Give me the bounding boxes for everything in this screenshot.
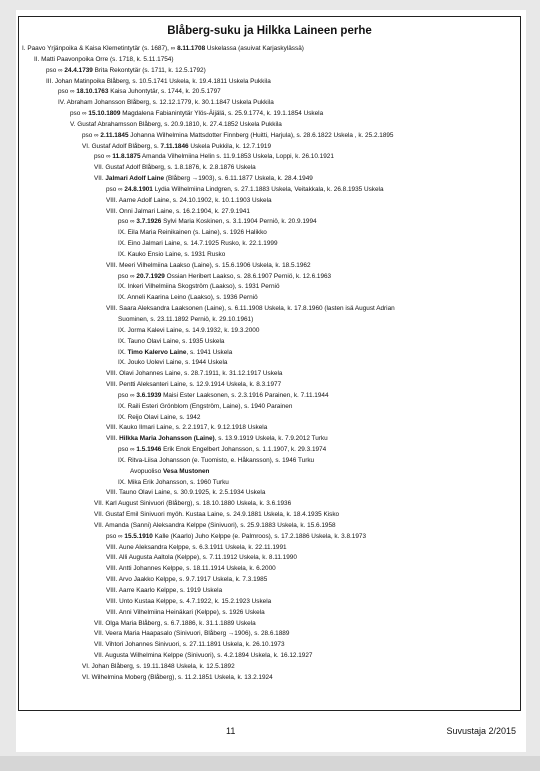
- line-text: V. Gustaf Abrahamsson Blåberg, s. 20.9.1810, k. 27.4.1852 Uskela Pukkila: [70, 120, 282, 128]
- line-rest-text: Kalle (Kaarlo) Juho Kelppe (e. Palmroos), s. 17.2.1886 Uskela, k. 3.8.1973: [152, 532, 366, 540]
- genealogy-line: [46, 66, 206, 76]
- line-rest-text: Lydia Wilhelmiina Lindgren, s. 27.1.1883 Uskela, Veitakkala, k. 26.8.1935 Uskela: [152, 185, 384, 193]
- line-text: VIII. Aune Aleksandra Kelppe, s. 6.3.1911 Uskela, k. 22.11.1991: [106, 543, 287, 551]
- genealogy-line: [106, 586, 222, 596]
- line-bold-text: 3.6.1939: [136, 391, 162, 399]
- publication-label: Suvustaja 2/2015: [446, 726, 516, 736]
- genealogy-line: [118, 456, 314, 466]
- line-text: IX. Inkeri Vilhelmiina Skogström (Laakso), s. 1931 Perniö: [118, 283, 280, 291]
- genealogy-line: [118, 293, 258, 303]
- line-text: VIII. Tauno Olavi Laine, s. 30.9.1925, k. 2.5.1934 Uskela: [106, 489, 266, 497]
- line-text: VII. Veera Maria Haapasalo (Sinivuori, Blåberg →1906), s. 28.6.1889: [94, 630, 290, 638]
- genealogy-line: [118, 445, 326, 455]
- genealogy-line: [106, 423, 267, 433]
- genealogy-line: [106, 543, 287, 553]
- genealogy-line: [106, 488, 265, 498]
- genealogy-line: [94, 640, 285, 650]
- line-text: Avopuoliso: [130, 467, 163, 475]
- line-bold-text: 1.5.1946: [136, 446, 162, 454]
- genealogy-line: [34, 55, 173, 65]
- line-rest-text: Johanna Wilhelmina Mattsdotter Finnberg (Huitti, Harjula), s. 28.6.1822 Uskela , k. 25.2.1895: [128, 131, 394, 139]
- line-text: VIII. Antti Johannes Kelppe, s. 18.11.1914 Uskela, k. 6.2000: [106, 565, 276, 573]
- line-rest-text: Ossian Heribert Laakso, s. 28.6.1907 Perniö, k. 12.6.1963: [164, 272, 332, 280]
- line-text: III. Johan Matinpoika Blåberg, s. 10.5.1741 Uskela, k. 19.4.1811 Uskela Pukkila: [46, 77, 271, 85]
- line-text: VI. Johan Blåberg, s. 19.11.1848 Uskela, k. 12.5.1892: [82, 662, 235, 670]
- genealogy-line: [46, 77, 271, 87]
- genealogy-line: [118, 315, 253, 325]
- page-number: 11: [226, 726, 236, 736]
- genealogy-line: [118, 358, 227, 368]
- line-text: pso ∞: [46, 66, 65, 74]
- line-text: II. Matti Paavonpoika Orre (s. 1718, k. 5.11.1754): [34, 55, 174, 63]
- line-text: IX.: [118, 348, 128, 356]
- line-text: VIII. Aarne Adolf Laine, s. 24.10.1902, k. 10.1.1903 Uskela: [106, 196, 272, 204]
- line-text: VII. Gustaf Emil Sinivuori myöh. Kustaa Laine, s. 24.9.1881 Uskela, k. 18.4.1935 Kisko: [94, 511, 340, 519]
- line-bold-text: Jalmari Adolf Laine: [105, 175, 165, 183]
- genealogy-line: [106, 434, 328, 444]
- line-text: VII. Olga Maria Blåberg, s. 6.7.1886, k. 31.1.1889 Uskela: [94, 619, 256, 627]
- genealogy-line: [58, 87, 221, 97]
- line-bold-text: Timo Kalervo Laine: [127, 348, 187, 356]
- genealogy-line: [70, 109, 323, 119]
- line-rest-text: Uskelassa (asuivat Karjaskylässä): [205, 45, 304, 52]
- genealogy-line: [118, 217, 317, 227]
- line-text: VIII. Anni Vilhelmiina Heinäkari (Kelppe), s. 1926 Uskela: [106, 608, 265, 616]
- line-text: VIII. Unto Kustaa Kelppe, s. 4.7.1922, k. 15.2.1923 Uskela: [106, 597, 272, 605]
- page-title: Blåberg-suku ja Hilkka Laineen perhe: [167, 25, 372, 37]
- genealogy-line: [106, 564, 276, 574]
- line-text: pso ∞: [118, 391, 137, 399]
- line-text: pso ∞: [106, 185, 125, 193]
- genealogy-line: [94, 499, 291, 509]
- line-text: VIII. Meeri Vilhelmiina Laakso (Laine), s. 15.6.1906 Uskela, k. 18.5.1962: [106, 261, 311, 269]
- line-bold-text: 18.10.1763: [76, 88, 109, 96]
- genealogy-line: [94, 629, 289, 639]
- line-bold-text: 20.7.1929: [136, 272, 165, 280]
- line-bold-text: 15.5.1910: [124, 532, 153, 540]
- genealogy-line: [106, 196, 272, 206]
- genealogy-line: [118, 348, 232, 358]
- line-text: VIII. Arvo Jaakko Kelppe, s. 9.7.1917 Uskela, k. 7.3.1985: [106, 576, 268, 584]
- genealogy-line: [82, 673, 273, 683]
- line-text: VII. Amanda (Sanni) Aleksandra Kelppe (Sinivuori), s. 25.9.1883 Uskela, k. 15.6.1958: [94, 521, 336, 529]
- genealogy-line: [106, 597, 271, 607]
- genealogy-line: [118, 228, 267, 238]
- genealogy-line: [82, 662, 235, 672]
- line-text: pso ∞: [118, 218, 137, 226]
- line-rest-text: Kaisa Juhontytär, s. 1744, k. 20.5.1797: [108, 88, 221, 96]
- line-bold-text: Vesa Mustonen: [162, 467, 210, 475]
- line-rest-text: Erik Enok Engelbert Johansson, s. 1.1.1907, k. 29.3.1974: [161, 446, 327, 454]
- genealogy-line: [118, 478, 229, 488]
- line-text: VII. Augusta Wilhelmina Kelppe (Sinivuori), s. 4.2.1894 Uskela, k. 16.12.1927: [94, 652, 313, 660]
- line-rest-text: Sylvi Maria Koskinen, s. 3.1.1904 Perniö, k. 20.9.1994: [161, 218, 317, 226]
- line-text: pso ∞: [106, 532, 125, 540]
- genealogy-line: [94, 174, 313, 184]
- genealogy-line: [106, 185, 384, 195]
- genealogy-line: [82, 142, 271, 152]
- line-text: I. Paavo Yrjänpoika & Kaisa Klemetintytär (s. 1687), ∞: [22, 45, 178, 52]
- genealogy-line: [106, 207, 250, 217]
- genealogy-line: [106, 608, 265, 618]
- genealogy-line: [130, 467, 209, 477]
- line-rest-text: , s. 1941 Uskela: [186, 348, 233, 356]
- line-rest-text: Amanda Vilhelmiina Helin s. 11.9.1853 Uskela, Loppi, k. 26.10.1921: [140, 153, 334, 161]
- genealogy-line: [118, 402, 292, 412]
- line-text: VI. Gustaf Adolf Blåberg, s.: [82, 142, 161, 150]
- line-text: VIII. Saara Aleksandra Laaksonen (Laine), s. 6.11.1908 Uskela, k. 17.8.1960 (lasten isä August Adrian: [106, 305, 395, 313]
- line-bold-text: 15.10.1809: [88, 110, 121, 118]
- line-bold-text: 2.11.1845: [100, 131, 129, 139]
- line-bold-text: 7.11.1846: [160, 142, 189, 150]
- line-bold-text: 24.4.1739: [64, 66, 93, 74]
- line-text: IX. Kauko Ensio Laine, s. 1931 Rusko: [118, 250, 226, 258]
- genealogy-line: [94, 510, 339, 520]
- genealogy-line: [94, 651, 312, 661]
- line-rest-text: Uskela Pukkila, k. 12.7.1919: [188, 142, 272, 150]
- line-rest-text: Maisi Ester Laaksonen, s. 2.3.1916 Parainen, k. 7.11.1944: [161, 391, 329, 399]
- line-text: IX. Reijo Olavi Laine, s. 1942: [118, 413, 201, 421]
- line-text: pso ∞: [82, 131, 101, 139]
- line-text: pso ∞: [58, 88, 77, 96]
- line-text: pso ∞: [94, 153, 113, 161]
- line-bold-text: 8.11.1708: [177, 45, 206, 52]
- genealogy-line: [106, 304, 395, 314]
- genealogy-line: [82, 131, 394, 141]
- line-text: IV. Abraham Johansson Blåberg, s. 12.12.1779, k. 30.1.1847 Uskela Pukkila: [58, 99, 274, 107]
- line-text: IX. Tauno Olavi Laine, s. 1935 Uskela: [118, 337, 225, 345]
- genealogy-line: [106, 261, 311, 271]
- line-text: VIII. Onni Jalmari Laine, s. 16.2.1904, k. 27.9.1941: [106, 207, 250, 215]
- genealogy-line: [58, 98, 274, 108]
- content-frame: [18, 16, 521, 711]
- line-text: IX. Jorma Kalevi Laine, s. 14.9.1932, k. 19.3.2000: [118, 326, 260, 334]
- genealogy-line: [118, 239, 278, 249]
- line-text: IX. Eino Jalmari Laine, s. 14.7.1925 Rusko, k. 22.1.1999: [118, 240, 278, 248]
- line-text: VIII. Olavi Johannes Laine, s. 28.7.1911, k. 31.12.1917 Uskela: [106, 370, 283, 378]
- line-text: VI. Wilhelmina Moberg (Blåberg), s. 11.2.1851 Uskela, k. 13.2.1924: [82, 673, 273, 681]
- line-rest-text: Magdalena Fabianintytär Ylös-Äijälä, s. 25.9.1774, k. 19.1.1854 Uskela: [120, 110, 324, 118]
- line-text: IX. Eila Maria Reinikainen (s. Laine), s. 1926 Halikko: [118, 229, 267, 237]
- genealogy-line: [118, 282, 280, 292]
- genealogy-line: [94, 521, 336, 531]
- line-rest-text: Brita Rekontytär (s. 1711, k. 12.5.1792): [92, 66, 206, 74]
- line-text: VII.: [94, 175, 106, 183]
- line-text: VII. Vihtori Johannes Sinivuori, s. 27.11.1891 Uskela, k. 26.10.1973: [94, 641, 285, 649]
- genealogy-line: [118, 337, 224, 347]
- genealogy-line: [118, 272, 331, 282]
- line-text: VIII. Kauko Ilmari Laine, s. 2.2.1917, k. 9.12.1918 Uskela: [106, 424, 268, 432]
- line-text: IX. Jouko Uolevi Laine, s. 1944 Uskela: [118, 359, 228, 367]
- line-text: VII. Karl August Sinivuori (Blåberg), s. 18.10.1880 Uskela, k. 3.6.1936: [94, 500, 292, 508]
- document-page: [16, 10, 526, 752]
- line-text: IX. Anneli Kaarina Leino (Laakso), s. 1936 Perniö: [118, 294, 258, 302]
- genealogy-line: [106, 380, 281, 390]
- genealogy-line: [106, 532, 366, 542]
- genealogy-line: [94, 152, 334, 162]
- line-text: VIII. Aarre Kaarlo Kelppe, s. 1919 Uskela: [106, 587, 223, 594]
- line-text: IX. Mika Erik Johansson, s. 1960 Turku: [118, 478, 229, 486]
- line-text: VII. Gustaf Adolf Blåberg, s. 1.8.1876, k. 2.8.1876 Uskela: [94, 164, 256, 172]
- genealogy-line: [94, 163, 256, 173]
- line-bold-text: Hilkka Maria Johansson (Laine): [119, 435, 215, 443]
- genealogy-line: [118, 326, 259, 336]
- line-text: pso ∞: [70, 110, 89, 118]
- line-text: IX. Raili Esteri Grönblom (Engström, Laine), s. 1940 Parainen: [118, 402, 293, 410]
- line-rest-text: (Blåberg →1903), s. 6.11.1877 Uskela, k. 28.4.1949: [164, 175, 313, 183]
- genealogy-line: [22, 44, 304, 54]
- line-rest-text: , s. 13.9.1919 Uskela, k. 7.9.2012 Turku: [214, 435, 328, 443]
- genealogy-line: [106, 369, 282, 379]
- line-text: VIII.: [106, 435, 120, 443]
- genealogy-line: [94, 619, 256, 629]
- line-text: pso ∞: [118, 446, 137, 454]
- line-bold-text: 24.8.1901: [124, 185, 153, 193]
- line-text: pso ∞: [118, 272, 137, 280]
- line-text: VIII. Pentti Aleksanteri Laine, s. 12.9.1914 Uskela, k. 8.3.1977: [106, 381, 282, 389]
- genealogy-line: [118, 413, 200, 423]
- line-text: Suominen, s. 23.11.1892 Perniö, k. 29.10.1961): [118, 316, 254, 323]
- genealogy-line: [106, 575, 267, 585]
- line-text: VIII. Alli Augusta Aaltola (Kelppe), s. 7.11.1912 Uskela, k. 8.11.1990: [106, 554, 297, 562]
- line-text: IX. Ritva-Liisa Johansson (e. Tuomisto, e. Håkansson), s. 1946 Turku: [118, 456, 315, 464]
- genealogy-line: [106, 553, 297, 563]
- genealogy-line: [70, 120, 282, 130]
- genealogy-line: [118, 391, 329, 401]
- bottom-strip: [0, 756, 540, 771]
- genealogy-line: [118, 250, 225, 260]
- line-bold-text: 3.7.1926: [136, 218, 162, 226]
- line-bold-text: 11.8.1875: [112, 153, 141, 161]
